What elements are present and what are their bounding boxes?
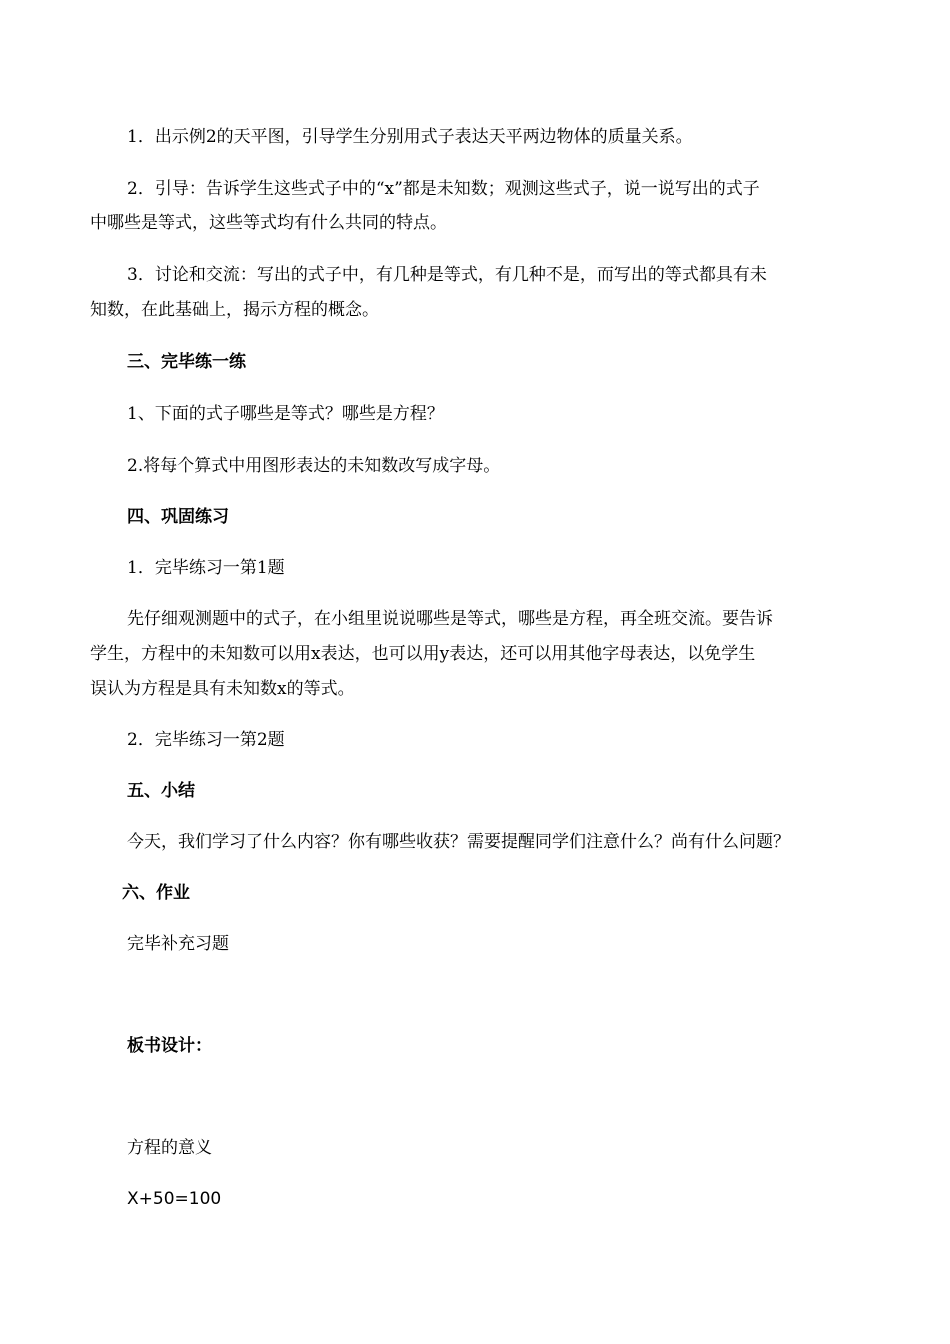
intro-paragraph-3-line-1: 3．讨论和交流：写出的式子中，有几种是等式，有几种不是，而写出的等式都具有未	[127, 265, 767, 285]
practice-question-2: 2.将每个算式中用图形表达的未知数改写成字母。	[127, 456, 501, 476]
board-title: 方程的意义	[127, 1138, 212, 1158]
consolidate-item-1: 1．完毕练习一第1题	[127, 558, 285, 578]
practice-heading: 三、完毕练一练	[127, 352, 246, 372]
intro-paragraph-1: 1．出示例2的天平图，引导学生分别用式子表达天平两边物体的质量关系。	[127, 127, 693, 147]
consolidate-paragraph-line-2: 学生，方程中的未知数可以用x表达，也可以用y表达，还可以用其他字母表达，以免学生	[90, 644, 756, 664]
consolidate-heading: 四、巩固练习	[127, 507, 229, 527]
summary-heading: 五、小结	[127, 781, 195, 801]
homework-text: 完毕补充习题	[127, 934, 229, 954]
consolidate-paragraph-line-1: 先仔细观测题中的式子，在小组里说说哪些是等式，哪些是方程，再全班交流。要告诉	[127, 609, 773, 629]
board-design-heading: 板书设计：	[127, 1036, 212, 1056]
intro-paragraph-2-line-2: 中哪些是等式，这些等式均有什么共同的特点。	[90, 213, 447, 233]
consolidate-paragraph-line-3: 误认为方程是具有未知数x的等式。	[90, 679, 355, 699]
summary-text: 今天，我们学习了什么内容？你有哪些收获？需要提醒同学们注意什么？尚有什么问题？	[127, 832, 790, 852]
consolidate-item-2: 2．完毕练习一第2题	[127, 730, 285, 750]
practice-question-1: 1、下面的式子哪些是等式？哪些是方程？	[127, 404, 444, 424]
board-equation: X+50=100	[127, 1189, 222, 1209]
homework-heading: 六、作业	[122, 883, 190, 903]
intro-paragraph-2-line-1: 2．引导：告诉学生这些式子中的“x”都是未知数；观测这些式子，说一说写出的式子	[127, 179, 760, 199]
intro-paragraph-3-line-2: 知数，在此基础上，揭示方程的概念。	[90, 300, 379, 320]
